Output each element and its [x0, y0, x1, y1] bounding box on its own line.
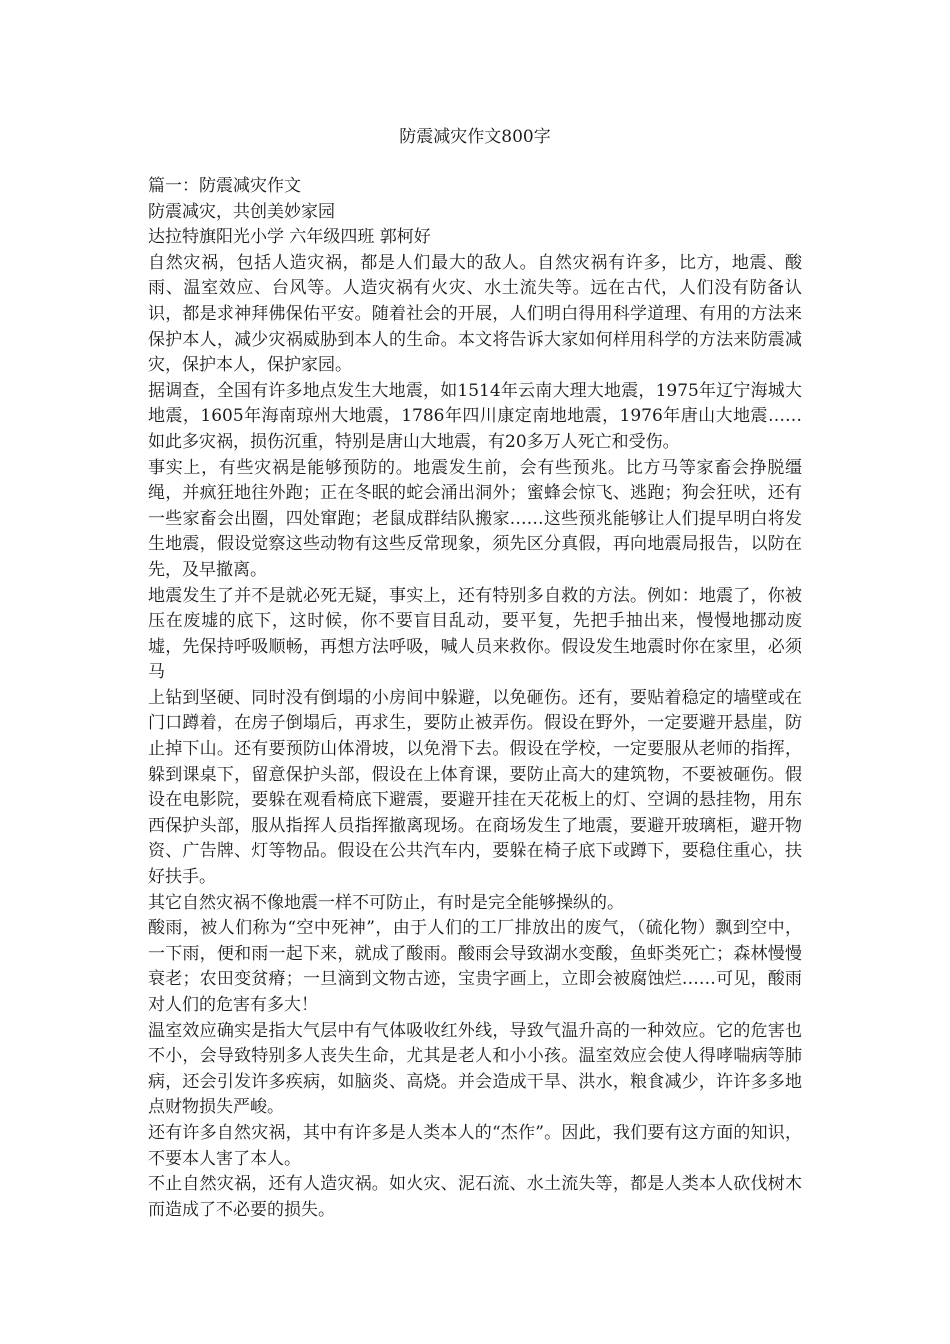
document-title: 防震减灾作文800字 — [399, 127, 551, 147]
document-body — [148, 174, 802, 1223]
author-line: 达拉特旗阳光小学 六年级四班 郭柯好 — [148, 227, 431, 248]
paragraph: 事实上，有些灾祸是能够预防的。地震发生前，会有些预兆。比方马等家畜会挣脱缰绳，并疯狂地往外跑；正在冬眠的蛇会涌出洞外；蜜蜂会惊飞、逃跑；狗会狂吠，还有一些家畜会出圈，四处窜跑；老鼠成群结队搬家……这些预兆能够让人们提早明白将发生地震，假设觉察这些动物有这些反常现象，须先区分真假，再向地震局报告，以防在先，及早撤离。 — [148, 457, 802, 580]
essay-title: 防震减灾，共创美妙家园 — [148, 201, 335, 222]
paragraph: 上钻到坚硬、同时没有倒塌的小房间中躲避，以免砸伤。还有，要贴着稳定的墙壁或在门口蹲着，在房子倒塌后，再求生，要防止被弄伤。假设在野外，一定要避开悬崖，防止掉下山。还有要预防山体滑坡，以免滑下去。假设在学校，一定要服从老师的指挥，躲到课桌下，留意保护头部，假设在上体育课，要防止高大的建筑物，不要被砸伤。假设在电影院，要躲在观看椅底下避震，要避开挂在天花板上的灯、空调的悬挂物，用东西保护头部，服从指挥人员指挥撤离现场。在商场发生了地震，要避开玻璃柜，避开物资、广告牌、灯等物品。假设在公共汽车内，要躲在椅子底下或蹲下，要稳住重心，扶好扶手。 — [148, 687, 802, 888]
paragraph: 酸雨，被人们称为“空中死神”，由于人们的工厂排放出的废气，（硫化物）飘到空中，一下雨，便和雨一起下来，就成了酸雨。酸雨会导致湖水变酸，鱼虾类死亡；森林慢慢衰老；农田变贫瘠；一旦滴到文物古迹，宝贵字画上，立即会被腐蚀烂……可见，酸雨对人们的危害有多大！ — [148, 918, 802, 1015]
paragraph: 据调查，全国有许多地点发生大地震，如1514年云南大理大地震，1975年辽宁海城大地震，1605年海南琼州大地震，1786年四川康定南地地震，1976年唐山大地震……如此多灾祸，损伤沉重，特别是唐山大地震，有20多万人死亡和受伤。 — [148, 380, 802, 452]
paragraph: 温室效应确实是指大气层中有气体吸收红外线，导致气温升高的一种效应。它的危害也不小，会导致特别多人丧失生命，尤其是老人和小小孩。温室效应会使人得哮喘病等肺病，还会引发许多疾病，如脑炎、高烧。并会造成干旱、洪水，粮食减少，许许多多地点财物损失严峻。 — [148, 1020, 802, 1118]
paragraph: 其它自然灾祸不像地震一样不可防止，有时是完全能够操纵的。 — [148, 892, 624, 913]
paragraph: 还有许多自然灾祸，其中有许多是人类本人的“杰作”。因此，我们要有这方面的知识，不要本人害了本人。 — [148, 1122, 802, 1169]
paragraph: 地震发生了并不是就必死无疑，事实上，还有特别多自救的方法。例如：地震了，你被压在废墟的底下，这时候，你不要盲目乱动，要平复，先把手抽出来，慢慢地挪动废墟，先保持呼吸顺畅，再想方法呼吸，喊人员来救你。假设发生地震时你在家里，必须马 — [148, 585, 802, 683]
paragraph: 不止自然灾祸，还有人造灾祸。如火灾、泥石流、水土流失等，都是人类本人砍伐树木而造成了不必要的损失。 — [148, 1174, 802, 1220]
section-heading: 篇一：防震减灾作文 — [148, 176, 301, 196]
paragraph: 自然灾祸，包括人造灾祸，都是人们最大的敌人。自然灾祸有许多，比方，地震、酸雨、温室效应、台风等。人造灾祸有火灾、水土流失等。远在古代，人们没有防备认识，都是求神拜佛保佑平安。随着社会的开展，人们明白得用科学道理、有用的方法来保护本人，减少灾祸威胁到本人的生命。本文将告诉大家如何样用科学的方法来防震减灾，保护本人，保护家园。 — [148, 252, 802, 376]
